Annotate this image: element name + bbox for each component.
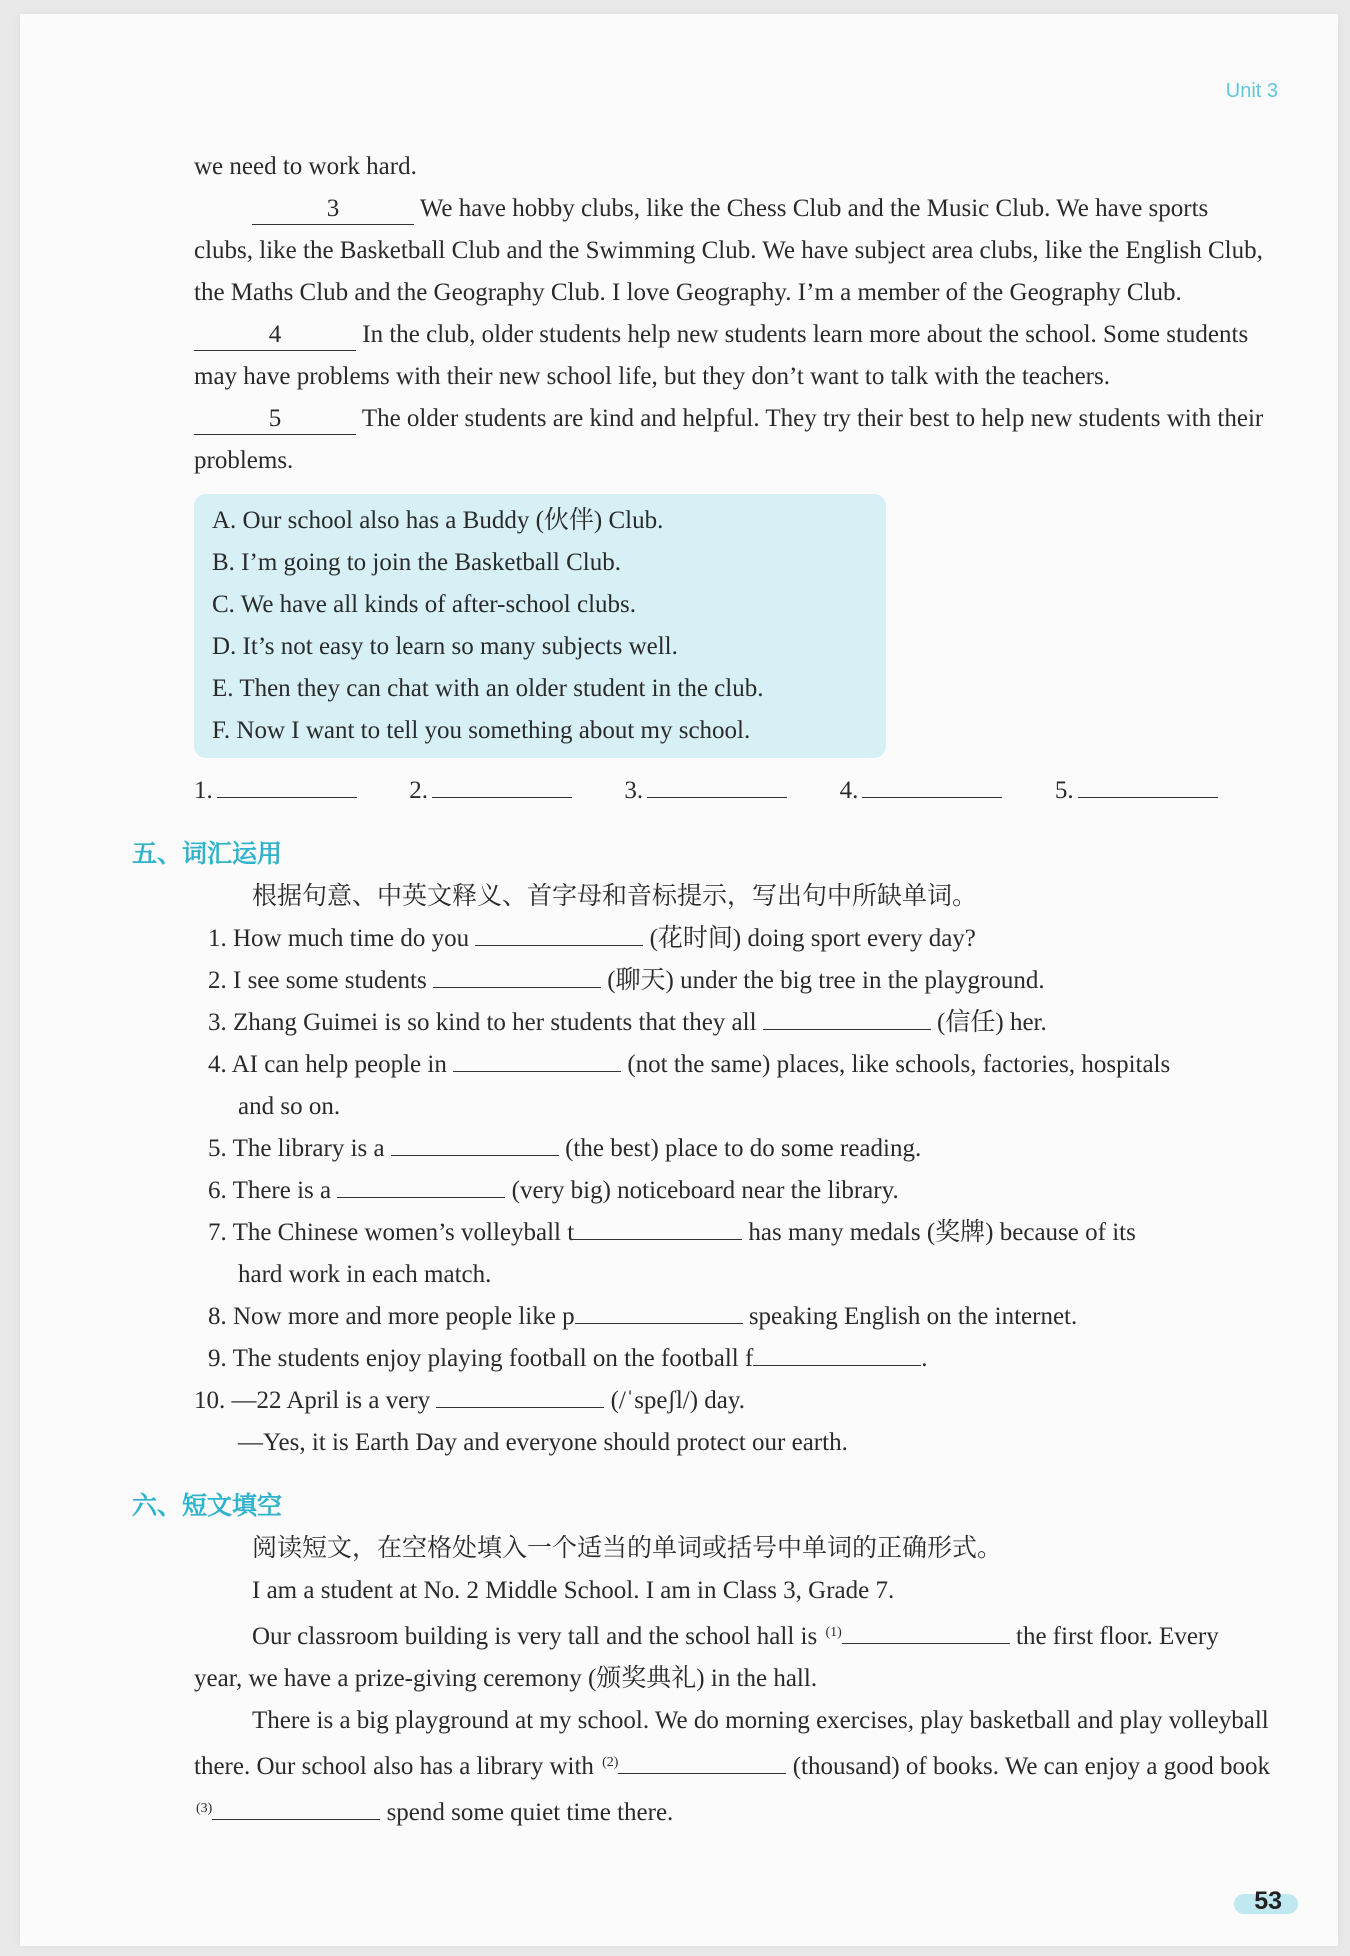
passage-line: we need to work hard. bbox=[194, 153, 417, 180]
answer-blank[interactable] bbox=[217, 797, 357, 798]
section-6-title: 六、短文填空 bbox=[132, 1491, 283, 1520]
vocab-blank[interactable] bbox=[391, 1155, 559, 1156]
cloze-paragraph-2: Our classroom building is very tall and the school hall is $^{(1)}$ the first floor. Every year, we have a prize-giving ceremony (颁奖典礼) in the hall. bbox=[194, 1623, 1219, 1692]
vocab-blank[interactable] bbox=[763, 1029, 931, 1030]
unit-label: Unit 3 bbox=[1225, 80, 1278, 102]
vocab-item-8: 8. Now more and more people like p speaking English on the internet. bbox=[208, 1303, 1078, 1330]
vocab-item-6: 6. There is a (very big) noticeboard near the library. bbox=[208, 1177, 899, 1204]
vocab-item-10-cont: —Yes, it is Earth Day and everyone should protect our earth. bbox=[238, 1429, 848, 1456]
answer-blank-3[interactable]: 3 bbox=[252, 194, 414, 225]
vocab-item-2: 2. I see some students (聊天) under the big tree in the playground. bbox=[208, 967, 1045, 994]
answer-label: 1. bbox=[194, 777, 213, 804]
vocab-blank[interactable] bbox=[475, 945, 643, 946]
answer-item bbox=[409, 770, 624, 812]
answer-blank[interactable] bbox=[432, 797, 572, 798]
option-a: A. Our school also has a Buddy (伙伴) Club. bbox=[212, 507, 664, 534]
answer-blank-4[interactable]: 4 bbox=[194, 320, 356, 351]
answer-item bbox=[840, 770, 1055, 812]
cloze-paragraph-3: There is a big playground at my school. We do morning exercises, play basketball and play volleyball there. Our school also has a library with $^{(2)}$ (thousand) of books. We can enjoy a good book $^{(3)}$ spend some quiet time there. bbox=[194, 1707, 1271, 1826]
answer-label: 4. bbox=[839, 777, 859, 804]
cloze-blank-2[interactable] bbox=[618, 1773, 786, 1774]
vocab-item-7: 7. The Chinese women’s volleyball t has many medals (奖牌) because of its bbox=[208, 1219, 1136, 1246]
vocab-blank[interactable] bbox=[433, 987, 601, 988]
section-5-instruction: 根据句意、中英文释义、首字母和音标提示，写出句中所缺单词。 bbox=[252, 883, 978, 910]
options-box bbox=[194, 494, 886, 758]
section-5-title: 五、词汇运用 bbox=[132, 839, 283, 868]
page-number: 53 bbox=[1254, 1887, 1282, 1915]
answer-blank[interactable] bbox=[647, 797, 787, 798]
vocab-blank[interactable] bbox=[436, 1407, 604, 1408]
vocab-blank[interactable] bbox=[753, 1365, 921, 1366]
blank-number-1: (1) bbox=[825, 1625, 842, 1640]
passage-paragraph bbox=[194, 188, 1270, 482]
passage-text: The older students are kind and helpful. They try their best to help new students with their problems. bbox=[194, 405, 1264, 474]
page-content bbox=[132, 146, 1271, 1834]
vocab-item-10: 10. —22 April is a very (/ˈspeʃl/) day. bbox=[194, 1387, 746, 1414]
option-d: D. It’s not easy to learn so many subjects well. bbox=[212, 633, 678, 660]
option-e: E. Then they can chat with an older student in the club. bbox=[212, 675, 764, 702]
blank-number-3: (3) bbox=[196, 1801, 213, 1816]
option-f: F. Now I want to tell you something about my school. bbox=[212, 717, 751, 744]
answer-blank[interactable] bbox=[862, 797, 1002, 798]
vocab-item-4: 4. AI can help people in (not the same) places, like schools, factories, hospitals bbox=[208, 1051, 1171, 1078]
answer-blank-5[interactable]: 5 bbox=[194, 404, 356, 435]
vocab-blank[interactable] bbox=[337, 1197, 505, 1198]
workbook-page bbox=[20, 14, 1338, 1946]
answer-item bbox=[194, 770, 409, 812]
passage-text: In the club, older students help new students learn more about the school. Some students may have problems with their new school life, but they don’t want to talk with the teachers. bbox=[194, 321, 1249, 390]
answer-item bbox=[1055, 770, 1270, 812]
answer-label: 3. bbox=[624, 777, 644, 804]
answer-label: 5. bbox=[1054, 777, 1074, 804]
section-6-instruction: 阅读短文，在空格处填入一个适当的单词或括号中单词的正确形式。 bbox=[252, 1535, 1003, 1562]
blank-number-2: (2) bbox=[602, 1755, 619, 1770]
answer-row bbox=[194, 770, 1270, 812]
vocab-item-9: 9. The students enjoy playing football on the football f . bbox=[208, 1345, 928, 1372]
vocab-item-4-cont: and so on. bbox=[238, 1093, 341, 1120]
vocab-item-3: 3. Zhang Guimei is so kind to her students that they all (信任) her. bbox=[208, 1009, 1047, 1036]
answer-item bbox=[624, 770, 839, 812]
cloze-blank-1[interactable] bbox=[842, 1643, 1010, 1644]
option-c: C. We have all kinds of after-school clubs. bbox=[212, 591, 636, 618]
vocab-item-7-cont: hard work in each match. bbox=[238, 1261, 492, 1288]
vocab-blank[interactable] bbox=[574, 1239, 742, 1240]
vocab-item-1: 1. How much time do you (花时间) doing sport every day? bbox=[208, 925, 976, 952]
answer-blank[interactable] bbox=[1078, 797, 1218, 798]
cloze-paragraph-1: I am a student at No. 2 Middle School. I am in Class 3, Grade 7. bbox=[252, 1577, 895, 1604]
vocab-blank[interactable] bbox=[453, 1071, 621, 1072]
passage-text: We have hobby clubs, like the Chess Club and the Music Club. We have sports clubs, like the Basketball Club and the Swimming Club. We have subject area clubs, like the English Club, the Maths Club and the Geography Club. I love Geography. I’m a member of the Geography Club. bbox=[194, 195, 1263, 306]
cloze-blank-3[interactable] bbox=[212, 1819, 380, 1820]
vocab-blank[interactable] bbox=[575, 1323, 743, 1324]
vocab-item-5: 5. The library is a (the best) place to do some reading. bbox=[208, 1135, 922, 1162]
option-b: B. I’m going to join the Basketball Club. bbox=[212, 549, 621, 576]
answer-label: 2. bbox=[409, 777, 428, 804]
